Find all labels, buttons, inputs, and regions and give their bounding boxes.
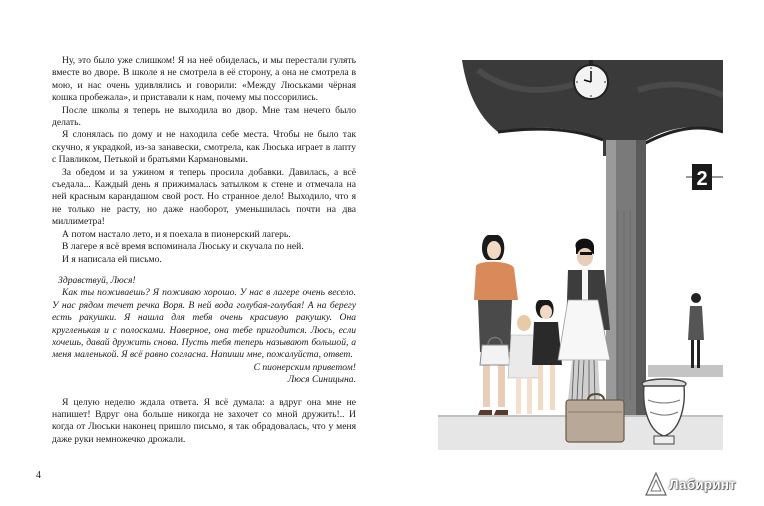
platform-number: 2	[696, 168, 708, 190]
labirint-logo-icon	[644, 471, 668, 497]
letter-closing: С пионерским приветом!	[253, 361, 356, 373]
girl-dark	[532, 300, 562, 410]
paragraph: После школы я теперь не выходила во двор. Мне там нечего было делать.	[52, 104, 356, 129]
man	[558, 239, 610, 406]
suitcase	[566, 394, 624, 442]
text-column	[52, 55, 356, 446]
paragraph: И я написала ей письмо.	[62, 253, 162, 265]
woman	[474, 235, 518, 415]
distant-girl	[688, 293, 704, 368]
after-letter	[52, 397, 356, 447]
letter-body: Как ты поживаешь? Я поживаю хорошо. У нас в лагере очень весело. У нас рядом течет речка Воря. В ней вода голубая-голубая! А на берегу есть ракушки. Я нашла для тебя очень красивую ракушку. Она кругленькая и с полосками. Наверное, она тебе пригодится. Люсь, если хочешь, давай дружить снова. Пусть тебя теперь называют большой, а меня маленькой. Я всё равно согласна. Напиши мне, пожалуйста, ответ.	[52, 287, 356, 361]
watermark-text: Лабиринт	[669, 476, 736, 492]
paragraph: В лагере я всё время вспоминала Люську и скучала по ней.	[62, 241, 304, 253]
station-illustration	[438, 60, 723, 450]
page-number: 4	[36, 470, 41, 481]
paragraph: А потом настало лето, и я поехала в пионерский лагерь.	[62, 228, 291, 240]
paragraph: Я целую неделю ждала ответа. Я всё думала: а вдруг она мне не напишет! Вдруг она больше никогда не захочет со мной дружить!.. И когда от Люськи наконец пришло письмо, я так обрадовалась, что у меня даже руки немножечко дрожали.	[52, 396, 356, 445]
letter-greeting: Здравствуй, Люся!	[58, 274, 136, 286]
paragraph: Я слонялась по дому и не находила себе места. Чтобы не было так скучно, я украдкой, из-за занавески, смотрела, как Люська играет в лапту с Павликом, Петькой и братьями Кармановыми.	[52, 129, 356, 166]
paragraph: За обедом и за ужином я теперь просила добавки. Давилась, а всё съедала... Каждый день я прижималась затылком к стене и отмечала на ней красным карандашом свой рост. Но странное дело! Выходило, что я не только не расту, но даже наоборот, уменьшилась почти на два миллиметра!	[52, 166, 356, 228]
watermark	[644, 470, 756, 498]
letter-signature: Люся Синицына.	[287, 374, 356, 386]
letter	[52, 275, 356, 387]
paragraph: Ну, это было уже слишком! Я на неё обиделась, и мы перестали гулять вместе во дворе. В школе я не смотрела в её сторону, а она не смотрела в мою, и нас очень удивлялись и говорили: «Между Люськами чёрная кошка пробежала», и приставали к нам, почему мы поссорились.	[52, 55, 356, 104]
